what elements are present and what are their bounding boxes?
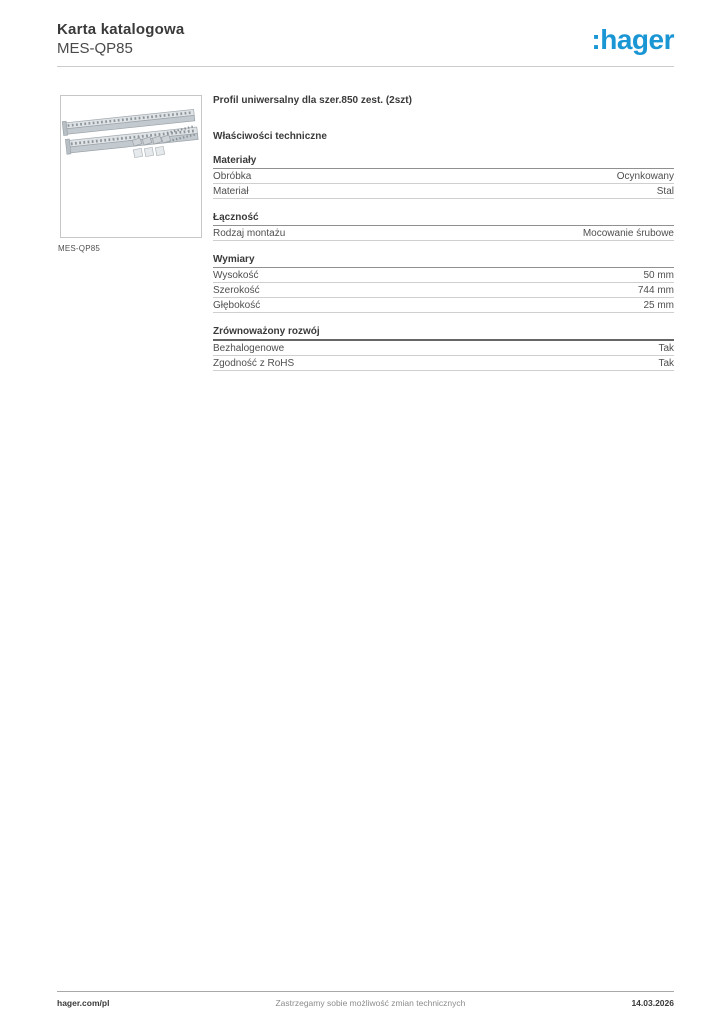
product-title: Profil uniwersalny dla szer.850 zest. (2szt) (213, 95, 412, 106)
product-code: MES-QP85 (57, 40, 133, 57)
properties-heading: Właściwości techniczne (213, 131, 327, 142)
spec-value: Tak (658, 343, 674, 354)
section-title: Łączność (213, 212, 674, 226)
spec-row (213, 356, 674, 371)
spec-section (213, 254, 674, 313)
section-title: Zrównoważony rozwój (213, 326, 674, 341)
spec-value: Mocowanie śrubowe (582, 228, 674, 239)
spec-label: Obróbka (213, 171, 252, 182)
spec-label: Szerokość (213, 285, 260, 296)
spec-section (213, 212, 674, 241)
properties-column (213, 95, 674, 371)
spec-row (213, 184, 674, 199)
spec-label: Głębokość (213, 300, 261, 311)
spec-row (213, 298, 674, 313)
footer-date: 14.03.2026 (631, 998, 674, 1008)
spec-row (213, 169, 674, 184)
spec-section (213, 155, 674, 199)
spec-section (213, 326, 674, 371)
section-title: Wymiary (213, 254, 674, 268)
spec-row (213, 268, 674, 283)
spec-label: Materiał (213, 186, 249, 197)
hager-logo: :hager (591, 24, 674, 55)
spec-value: Tak (658, 358, 674, 369)
spec-value: Ocynkowany (616, 171, 674, 182)
section-title: Materiały (213, 155, 674, 169)
document-header (57, 20, 184, 58)
footer (57, 998, 674, 1008)
spec-value: 25 mm (643, 300, 674, 311)
spec-label: Rodzaj montażu (213, 228, 286, 239)
product-image-caption: MES-QP85 (58, 244, 101, 253)
product-image-frame (60, 95, 202, 238)
spec-label: Wysokość (213, 270, 259, 281)
spec-row (213, 226, 674, 241)
document-type-title: Karta katalogowa (57, 21, 185, 38)
footer-divider (57, 991, 674, 992)
spec-label: Bezhalogenowe (213, 343, 285, 354)
spec-value: Stal (656, 186, 674, 197)
product-image (61, 96, 201, 237)
spec-sections (213, 155, 674, 371)
spec-value: 744 mm (637, 285, 674, 296)
footer-website: hager.com/pl (57, 998, 110, 1008)
spec-label: Zgodność z RoHS (213, 358, 295, 369)
header-divider (57, 66, 674, 67)
spec-row (213, 341, 674, 356)
footer-disclaimer: Zastrzegamy sobie możliwość zmian technicznych (275, 998, 466, 1008)
spec-value: 50 mm (643, 270, 674, 281)
spec-row (213, 283, 674, 298)
